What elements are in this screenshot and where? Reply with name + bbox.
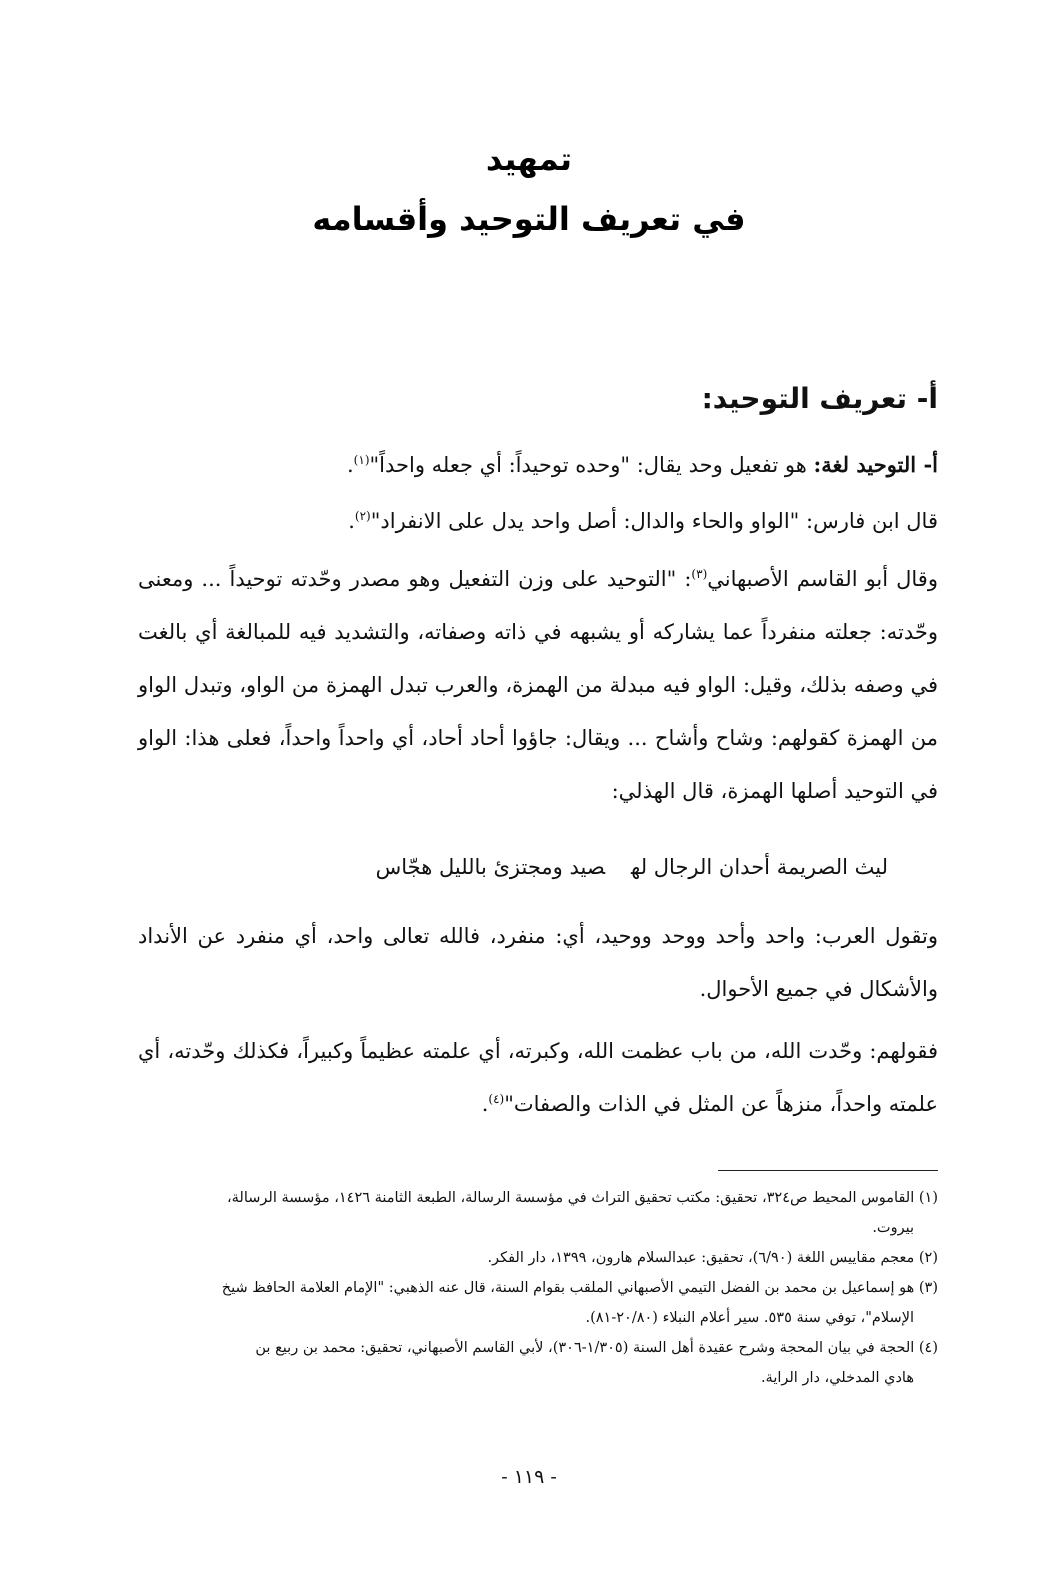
section-heading: أ- تعريف التوحيد: <box>701 382 938 415</box>
definition-text: هو تفعيل وحد يقال: "وحده توحيداً: أي جعله واحداً" <box>369 453 814 477</box>
poetry-verse <box>376 855 888 879</box>
asbahani-text-b: : "التوحيد على وزن التفعيل وهو مصدر وحّدته توحيداً ... ومعنى وحّدته: جعلته منفرداً عما يشاركه أو يشبهه في ذاته وصفاته، والتشديد فيه للمبالغة أي بالغت في وصفه بذلك، وقيل: الواو فيه مبدلة من الهمزة، والعرب تبدل الهمزة من الواو، وتبدل الواو من الهمزة كقولهم: وشاح وأشاح ... ويقال: جاؤوا أحاد أحاد، أي واحداً واحداً، فعلى هذا: الواو في التوحيد أصلها الهمزة، قال الهذلي: <box>138 567 938 803</box>
footnote-1-line-1: (١) القاموس المحيط ص٣٢٤، تحقيق: مكتب تحقيق التراث في مؤسسة الرسالة، الطبعة الثامنة ١٤٢٦، مؤسسة الرسالة، <box>226 1190 938 1206</box>
ibn-faris-text: قال ابن فارس: "الواو والحاء والدال: أصل واحد يدل على الانفراد" <box>370 509 938 533</box>
definition-lead: أ- التوحيد لغة: <box>813 452 938 477</box>
footnote-item <box>126 1183 938 1243</box>
footnote-3-line-2: الإسلام"، توفي سنة ٥٣٥. سير أعلام النبلاء (٢٠/٨٠-٨١). <box>585 1310 914 1326</box>
footnote-3-line-1: (٣) هو إسماعيل بن محمد بن الفضل التيمي الأصبهاني الملقب بقوام السنة، قال عنه الذهبي: "الإمام العلامة الحافظ شيخ <box>221 1280 938 1296</box>
conclusion-end: . <box>481 1092 489 1116</box>
footnotes-list <box>126 1183 938 1393</box>
footnote-item <box>126 1243 938 1273</box>
footnote-ref-3[interactable]: (٣) <box>691 567 708 581</box>
chapter-subtitle: في تعريف التوحيد وأقسامه <box>312 200 746 238</box>
footnote-4-line-2: هادي المدخلي، دار الراية. <box>760 1370 914 1386</box>
paragraph-asbahani <box>138 553 938 818</box>
definition-end: . <box>346 453 354 477</box>
footnote-4-line-1: (٤) الحجة في بيان المحجة وشرح عقيدة أهل السنة (١/٣٠٥-٣٠٦)، لأبي القاسم الأصبهاني، تحقيق: محمد بن ربيع بن <box>255 1340 938 1356</box>
footnote-item <box>126 1273 938 1333</box>
footnote-2-line-1: (٢) معجم مقاييس اللغة (٦/٩٠)، تحقيق: عبدالسلام هارون، ١٣٩٩، دار الفكر. <box>487 1250 938 1266</box>
footnote-item <box>126 1333 938 1393</box>
ibn-faris-end: . <box>348 509 355 533</box>
paragraph-conclusion <box>138 1025 938 1131</box>
footnote-divider <box>718 1170 938 1171</box>
paragraph-definition <box>138 438 938 492</box>
footnote-1-line-2: بيروت. <box>872 1220 914 1236</box>
page-number: - ١١٩ - <box>501 1466 557 1488</box>
asbahani-text-a: وقال أبو القاسم الأصبهاني <box>707 567 938 591</box>
paragraph-arabs-say <box>138 910 938 1016</box>
arabs-say-text: وتقول العرب: واحد وأحد ووحد ووحيد، أي: منفرد، فالله تعالى واحد، أي منفرد عن الأنداد والأشكال في جميع الأحوال. <box>138 924 938 1001</box>
footnote-ref-1[interactable]: (١) <box>353 453 370 467</box>
verse-hemistich-1: ليث الصريمة أحدان الرجال له <box>631 855 888 879</box>
footnote-ref-4[interactable]: (٤) <box>488 1092 505 1106</box>
verse-hemistich-2: صيد ومجتزئ بالليل هجّاس <box>375 855 606 879</box>
conclusion-text: فقولهم: وحّدت الله، من باب عظمت الله، وكبرته، أي علمته عظيماً وكبيراً، فكذلك وحّدته، أي علمته واحداً، منزهاً عن المثل في الذات والصفات" <box>138 1039 938 1116</box>
paragraph-ibn-faris <box>138 495 938 548</box>
chapter-title: تمهيد <box>485 140 573 178</box>
footnote-ref-2[interactable]: (٢) <box>354 509 371 523</box>
